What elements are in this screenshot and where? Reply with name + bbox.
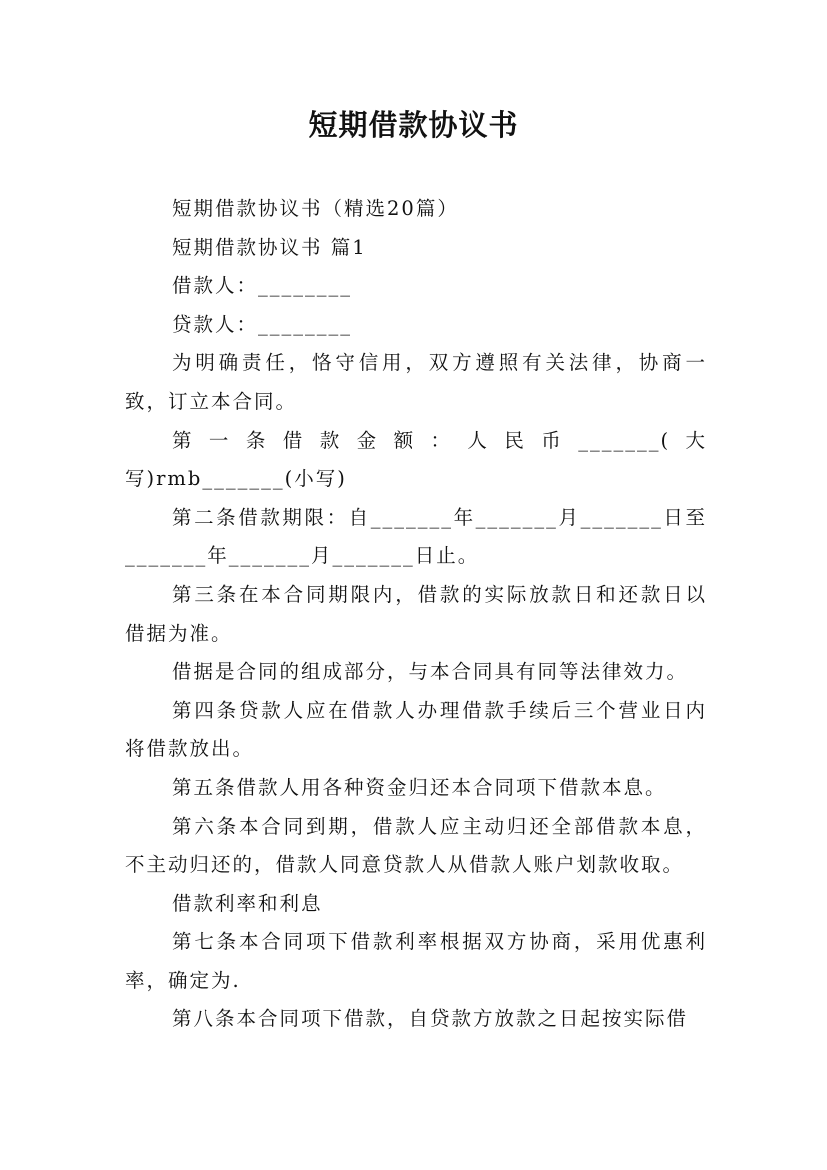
document-body xyxy=(125,190,707,1039)
paragraph-article-6: 第六条本合同到期，借款人应主动归还全部借款本息，不主动归还的，借款人同意贷款人从借款人账户划款收取。 xyxy=(125,814,707,877)
paragraph-article-7: 第七条本合同项下借款利率根据双方协商，采用优惠利率，确定为. xyxy=(125,930,707,992)
paragraph-article-3: 第三条在本合同期限内，借款的实际放款日和还款日以借据为准。 xyxy=(125,582,707,645)
paragraph-article-1: 第一条借款金额：人民币_______(大写)rmb_______(小写) xyxy=(125,428,707,491)
paragraph-interest-heading: 借款利率和利息 xyxy=(172,891,323,915)
paragraph-lender: 贷款人：________ xyxy=(172,312,353,336)
paragraph-article-2: 第二条借款期限：自_______年_______月_______日至_______年_______月_______日止。 xyxy=(125,505,707,568)
paragraph-article-4: 第四条贷款人应在借款人办理借款手续后三个营业日内将借款放出。 xyxy=(125,698,707,761)
paragraph-receipt-note: 借据是合同的组成部分，与本合同具有同等法律效力。 xyxy=(172,660,689,684)
paragraph-preamble: 为明确责任，恪守信用，双方遵照有关法律，协商一致，订立本合同。 xyxy=(125,351,707,413)
paragraph-section-heading: 短期借款协议书 篇1 xyxy=(172,235,367,259)
paragraph-article-5: 第五条借款人用各种资金归还本合同项下借款本息。 xyxy=(172,775,667,799)
paragraph-subtitle: 短期借款协议书（精选20篇） xyxy=(172,197,459,220)
document-title: 短期借款协议书 xyxy=(308,108,519,142)
paragraph-borrower: 借款人：________ xyxy=(172,274,353,298)
paragraph-article-8: 第八条本合同项下借款，自贷款方放款之日起按实际借 xyxy=(172,1007,689,1031)
